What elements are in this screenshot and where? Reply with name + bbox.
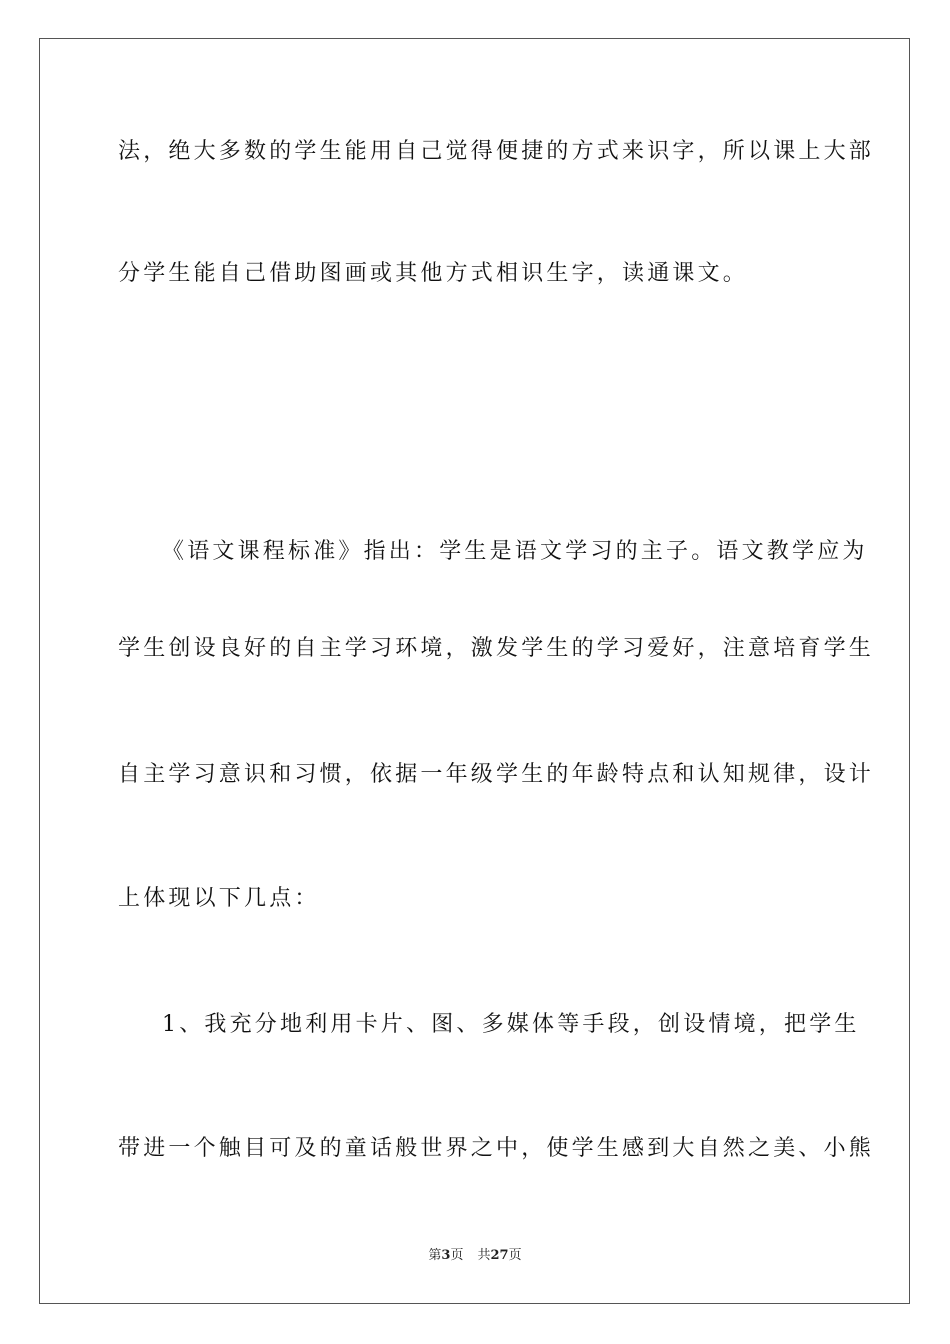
total-prefix: 共: [477, 1248, 491, 1263]
body-line-7: 1、我充分地利用卡片、图、多媒体等手段，创设情境，把学生: [162, 1012, 860, 1037]
page-current: 3: [441, 1248, 451, 1263]
body-line-6: 上体现以下几点：: [118, 886, 320, 911]
body-line-5: 自主学习意识和习惯，依据一年级学生的年龄特点和认知规律，设计: [118, 762, 875, 787]
page-suffix: 页: [450, 1248, 464, 1263]
body-line-2: 分学生能自己借助图画或其他方式相识生字，读通课文。: [118, 261, 749, 286]
page-border: [39, 38, 910, 1304]
page-prefix: 第: [428, 1248, 442, 1263]
body-line-8: 带进一个触目可及的童话般世界之中，使学生感到大自然之美、小熊: [118, 1136, 875, 1161]
body-line-1: 法，绝大多数的学生能用自己觉得便捷的方式来识字，所以课上大部: [118, 139, 875, 164]
body-line-4: 学生创设良好的自主学习环境，激发学生的学习爱好，注意培育学生: [118, 636, 875, 661]
page-footer: [0, 1247, 950, 1265]
body-line-3: 《语文课程标准》指出：学生是语文学习的主子。语文教学应为: [162, 539, 868, 564]
page-total: 27: [490, 1248, 509, 1263]
total-suffix: 页: [508, 1248, 522, 1263]
